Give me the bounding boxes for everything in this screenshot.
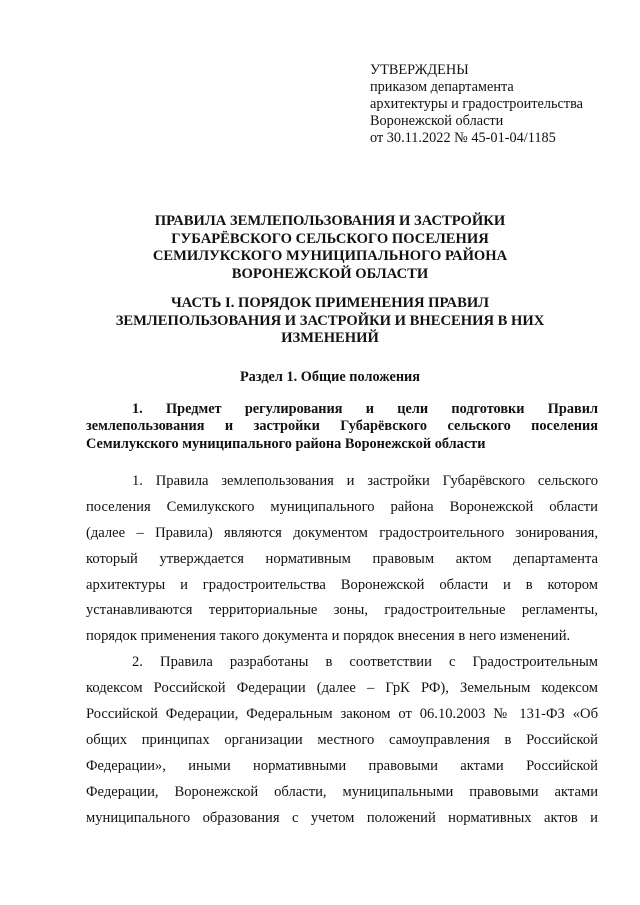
approval-line: архитектуры и градостроительства: [370, 96, 584, 112]
approval-line: от 30.11.2022 № 45-01-04/1185: [370, 130, 556, 146]
article-line: 1. Предмет регулирования и цели подготовки Правил: [132, 401, 598, 417]
approval-line: приказом департамента: [370, 79, 514, 95]
part-line: ИЗМЕНЕНИЙ: [281, 330, 379, 347]
title-line: ПРАВИЛА ЗЕМЛЕПОЛЬЗОВАНИЯ И ЗАСТРОЙКИ: [154, 213, 506, 229]
article-line: землепользования и застройки Губарёвского сельского поселения: [86, 418, 598, 435]
paragraph-line: устанавливаются территориальные зоны, градостроительные регламенты,: [86, 602, 598, 619]
paragraph-line: (далее – Правила) являются документом градостроительного зонирования,: [86, 524, 598, 541]
title-line: ГУБАРЁВСКОГО СЕЛЬСКОГО ПОСЕЛЕНИЯ: [171, 230, 489, 247]
paragraph-line: поселения Семилукского муниципального района Воронежской области: [86, 498, 598, 515]
paragraph-line: муниципального образования с учетом положений нормативных актов и: [86, 809, 598, 826]
section-heading: Раздел 1. Общие положения: [239, 369, 421, 385]
paragraph-line: общих принципах организации местного самоуправления в Российской: [86, 731, 598, 748]
paragraph-line: архитектуры и градостроительства Воронежской области и в котором: [86, 576, 598, 593]
article-heading: [86, 401, 598, 453]
paragraph-line: 2. Правила разработаны в соответствии с Градостроительным: [132, 654, 598, 671]
body-text: [86, 469, 598, 831]
article-line: Семилукского муниципального района Воронежской области: [86, 435, 486, 452]
title-line: ВОРОНЕЖСКОЙ ОБЛАСТИ: [231, 265, 429, 282]
paragraph-line: порядок применения такого документа и порядок внесения в него изменений.: [86, 628, 571, 645]
paragraph-line: 1. Правила землепользования и застройки Губарёвского сельского: [132, 473, 598, 489]
paragraph-line: кодексом Российской Федерации (далее – ГрК РФ), Земельным кодексом: [86, 680, 598, 697]
paragraph-line: Российской Федерации, Федеральным законом от 06.10.2003 № 131-ФЗ «Об: [86, 706, 598, 723]
part-line: ЗЕМЛЕПОЛЬЗОВАНИЯ И ЗАСТРОЙКИ И ВНЕСЕНИЯ В НИХ: [115, 312, 545, 329]
paragraph-line: Федерации», иными нормативными правовыми актами Российской: [86, 757, 598, 774]
part-line: ЧАСТЬ I. ПОРЯДОК ПРИМЕНЕНИЯ ПРАВИЛ: [170, 295, 490, 311]
title-line: СЕМИЛУКСКОГО МУНИЦИПАЛЬНОГО РАЙОНА: [152, 248, 508, 265]
approval-line: Воронежской области: [370, 113, 504, 129]
approval-stamp: [370, 62, 620, 147]
paragraph-line: Федерации, Воронежской области, муниципальными правовыми актами: [86, 783, 598, 800]
approval-line: УТВЕРЖДЕНЫ: [370, 62, 469, 78]
part-heading: [80, 295, 580, 348]
paragraph-line: который утверждается нормативным правовым актом департамента: [86, 550, 598, 567]
document-title: [80, 213, 580, 283]
